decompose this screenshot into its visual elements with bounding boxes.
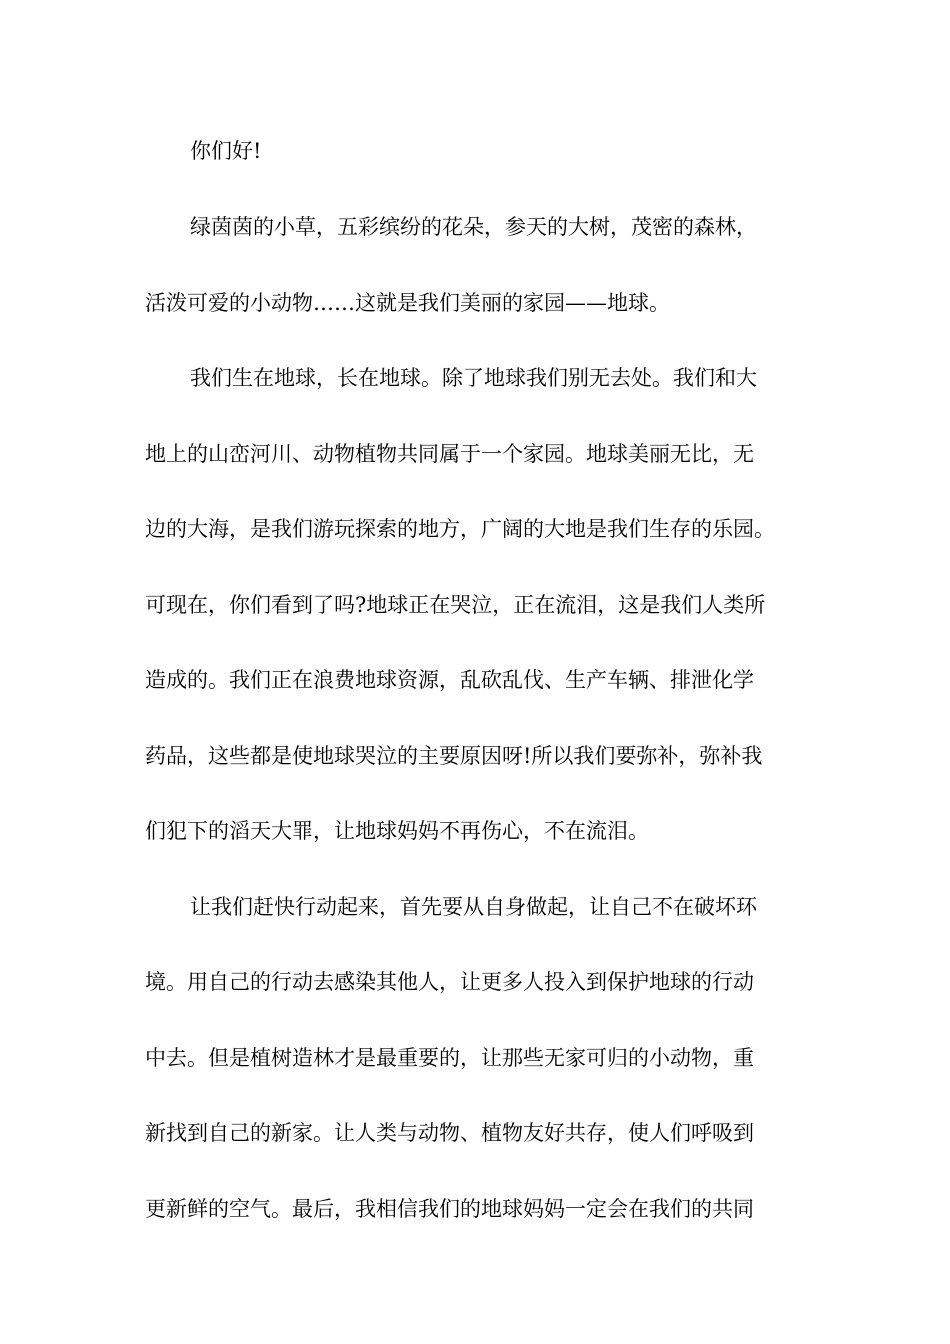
paragraph-2-line-5: 造成的。我们正在浪费地球资源，乱砍乱伐、生产车辆、排泄化学 [145,668,754,692]
paragraph-1-line-2: 活泼可爱的小动物……这就是我们美丽的家园——地球。 [145,291,670,315]
paragraph-2-line-4: 可现在，你们看到了吗?地球正在哭泣，正在流泪，这是我们人类所 [145,593,766,617]
paragraph-3-line-5: 更新鲜的空气。最后，我相信我们的地球妈妈一定会在我们的共同 [145,1197,754,1221]
greeting-line: 你们好! [190,139,262,163]
paragraph-2-line-2: 地上的山峦河川、动物植物共同属于一个家园。地球美丽无比，无 [145,442,754,466]
paragraph-3-line-4: 新找到自己的新家。让人类与动物、植物友好共存，使人们呼吸到 [145,1121,754,1145]
paragraph-3-line-1: 让我们赶快行动起来，首先要从自身做起，让自己不在破坏环 [190,895,757,919]
paragraph-3-line-2: 境。用自己的行动去感染其他人，让更多人投入到保护地球的行动 [145,970,754,994]
paragraph-2-line-6: 药品，这些都是使地球哭泣的主要原因呀!所以我们要弥补，弥补我 [145,744,763,768]
paragraph-2-line-3: 边的大海，是我们游玩探索的地方，广阔的大地是我们生存的乐园。 [145,517,775,541]
paragraph-1-line-1: 绿茵茵的小草，五彩缤纷的花朵，参天的大树，茂密的森林， [190,215,757,239]
paragraph-2-line-7: 们犯下的滔天大罪，让地球妈妈不再伤心，不在流泪。 [145,819,649,843]
paragraph-3-line-3: 中去。但是植树造林才是最重要的，让那些无家可归的小动物，重 [145,1046,754,1070]
paragraph-2-line-1: 我们生在地球，长在地球。除了地球我们别无去处。我们和大 [190,366,757,390]
